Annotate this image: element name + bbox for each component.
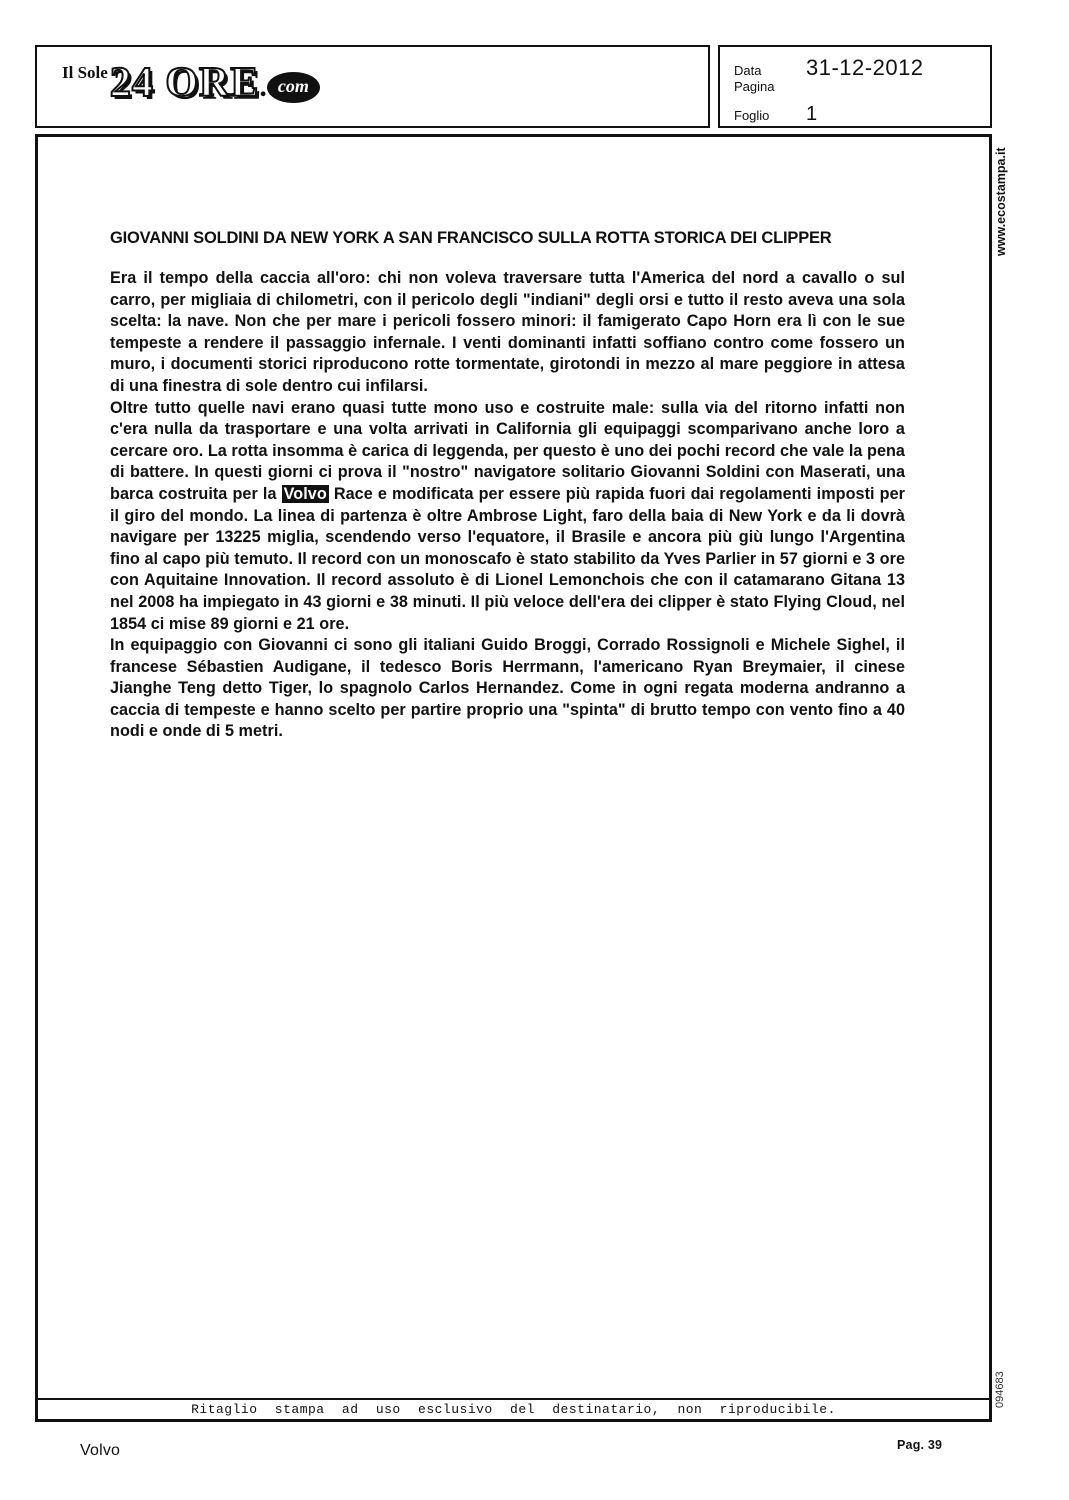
article-body [110, 268, 905, 743]
data-label: Data [734, 63, 762, 78]
article-content [38, 137, 989, 743]
clipping-code: 094683 [994, 1371, 1006, 1408]
logo-dot: . [259, 70, 267, 103]
article-paragraph [110, 268, 905, 398]
volvo-highlight: Volvo [283, 484, 327, 503]
info-row-pagina [734, 79, 990, 103]
article-paragraph [110, 635, 905, 743]
data-value: 31-12-2012 [806, 55, 924, 80]
logo-com-badge: com [267, 72, 320, 103]
ritaglio-strip [38, 1398, 989, 1419]
ecostampa-watermark: www.ecostampa.it [994, 147, 1008, 256]
info-row-data [734, 55, 990, 79]
foglio-label: Foglio [734, 108, 770, 123]
logo-main: 24 ORE [109, 60, 260, 106]
foglio-value: 1 [806, 103, 818, 125]
page-number: Pag. 39 [897, 1438, 943, 1452]
ilsole24ore-logo [62, 59, 320, 107]
article-title: GIOVANNI SOLDINI DA NEW YORK A SAN FRANCISCO SULLA ROTTA STORICA DEI CLIPPER [110, 229, 832, 247]
text-segment: In equipaggio con Giovanni ci sono gli italiani Guido Broggi, Corrado Rossignoli e Michele Sighel, il francese Sébastien Audigane, il tedesco Boris Herrmann, l'americano Ryan Breymaier, il cinese Jianghe Teng detto Tiger, lo spagnolo Carlos Hernandez. Come in ogni regata moderna andranno a caccia di tempeste e hanno scelto per partire proprio una "spinta" di brutto tempo con vento fino a 40 nodi e onde di 5 metri. [110, 636, 905, 741]
text-segment: Era il tempo della caccia all'oro: chi non voleva traversare tutta l'America del nord a cavallo o sul carro, per migliaia di chilometri, con il pericolo degli "indiani" degli orsi e tutto il resto aveva una sola scelta: la nave. Non che per mare i pericoli fossero minori: il famigerato Capo Horn era lì con le sue tempeste a rendere il passaggio infernale. I venti dominanti infatti soffiano contro come fossero un muro, i documenti storici riproducono rotte tormentate, girotondi in mezzo al mare peggiore in attesa di una finestra di sole dentro cui infilarsi. [110, 269, 905, 395]
clipping-info-box [718, 45, 992, 128]
article-frame [35, 134, 992, 1422]
article-paragraph [110, 398, 905, 636]
info-row-foglio [734, 103, 990, 127]
masthead-box [35, 45, 710, 128]
ritaglio-notice: Ritaglio stampa ad uso esclusivo del destinatario, non riproducibile. [191, 1402, 836, 1417]
pagina-label: Pagina [734, 79, 775, 94]
logo-prefix: Il Sole [62, 63, 108, 82]
subject-brand-label: Volvo [80, 1442, 121, 1459]
text-segment: Oltre tutto quelle navi erano quasi tutte mono uso e costruite male: sulla via del ritorno infatti non c'era nulla da trasportare e una volta arrivati in California gli equipaggi scomparivano anche loro a cercare oro. La rotta insomma è carica di leggenda, per questo è uno dei pochi record che vale la pena di battere. In questi giorni ci prova il "nostro" navigatore solitario Giovanni Soldini con Maserati, una barca costruita per la [110, 398, 905, 503]
text-segment: Race e modificata per essere più rapida fuori dai regolamenti imposti per il giro del mondo. La linea di partenza è oltre Ambrose Light, faro della baia di New York e da li dovrà navigare per 13225 miglia, scendendo verso l'equatore, il Brasile e ancora più giù lungo l'Argentina fino al capo più temuto. Il record con un monoscafo è stato stabilito da Yves Parlier in 57 giorni e 3 ore con Aquitaine Innovation. Il record assoluto è di Lionel Lemonchois che con il catamarano Gitana 13 nel 2008 ha impiegato in 43 giorni e 38 minuti. Il più veloce dell'era dei clipper è stato Flying Cloud, nel 1854 ci mise 89 giorni e 21 ore. [110, 484, 906, 633]
